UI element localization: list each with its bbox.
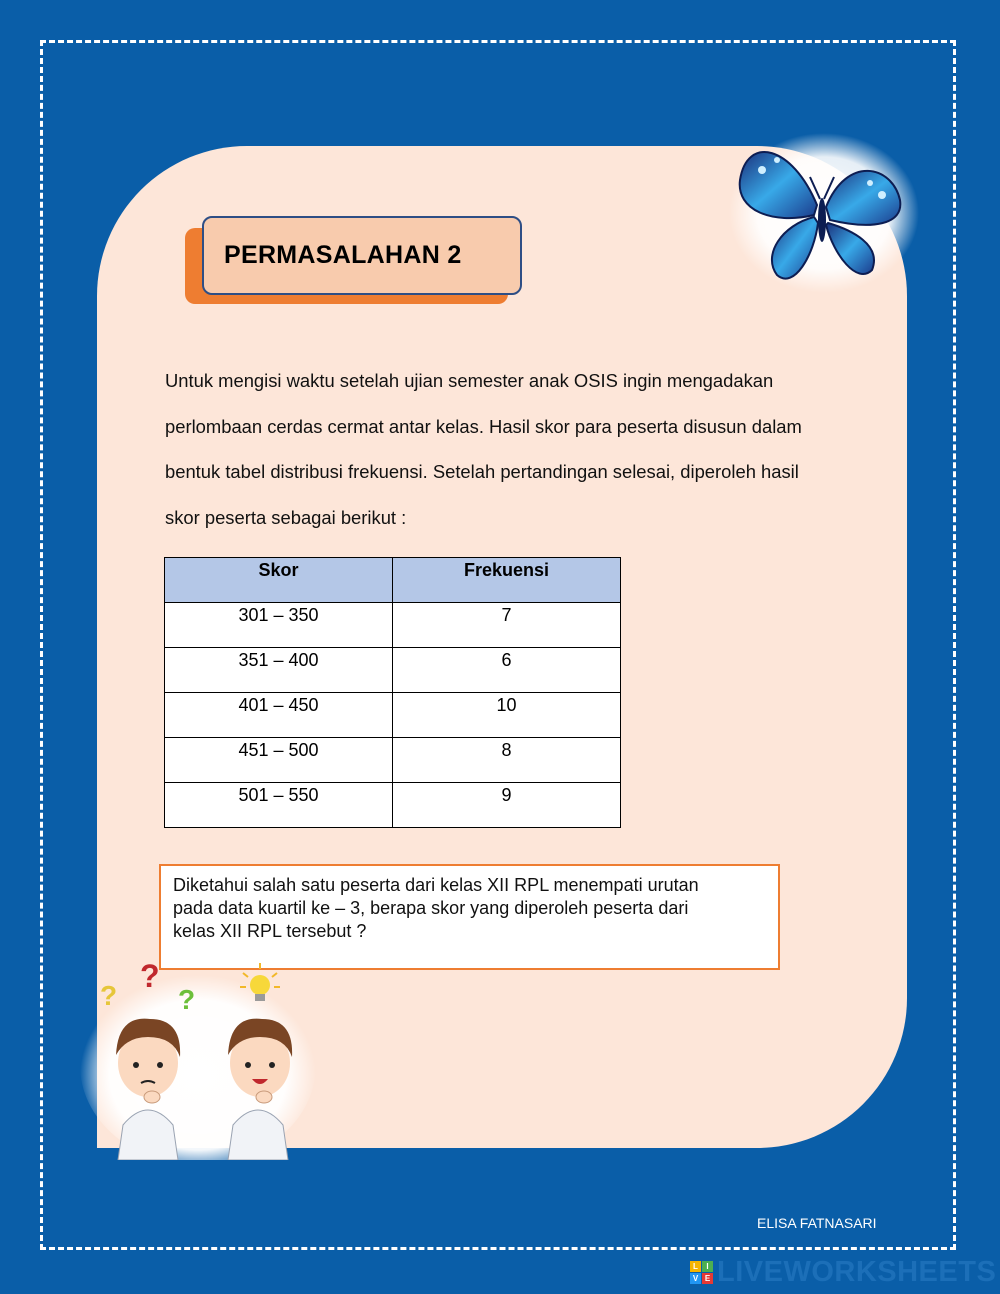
table-row [165,783,621,828]
paragraph-line: skor peserta sebagai berikut : [165,506,407,528]
cell-skor: 451 – 500 [165,738,393,783]
cell-frekuensi: 9 [393,783,621,828]
cell-frekuensi: 6 [393,648,621,693]
logo-text: LIVEWORKSHEETS [717,1256,997,1288]
question-mark-icon: ? [100,980,118,1011]
problem-paragraph [165,358,865,540]
frequency-table [164,557,621,828]
question-line: pada data kuartil ke – 3, berapa skor yang diperoleh peserta dari [173,898,689,918]
question-line: kelas XII RPL tersebut ? [173,921,367,941]
cell-skor: 501 – 550 [165,783,393,828]
liveworksheets-logo[interactable] [690,1256,996,1289]
title-box [202,216,522,295]
thinking-kids-image [78,945,318,1160]
logo-grid-icon: L I V E [690,1261,713,1284]
table-row [165,603,621,648]
butterfly-image [722,125,922,295]
cell-skor: 401 – 450 [165,693,393,738]
cell-frekuensi: 8 [393,738,621,783]
table-row [165,693,621,738]
paragraph-line: Untuk mengisi waktu setelah ujian semester anak OSIS ingin mengadakan [165,370,774,391]
question-line: Diketahui salah satu peserta dari kelas XII RPL menempati urutan [173,875,699,895]
cell-skor: 351 – 400 [165,648,393,693]
header-frekuensi: Frekuensi [393,558,621,603]
cell-frekuensi: 10 [393,693,621,738]
paragraph-line: perlombaan cerdas cermat antar kelas. Hasil skor para peserta disusun dalam [165,415,802,437]
table-row [165,738,621,783]
page-title: PERMASALAHAN 2 [224,241,462,269]
paragraph-line: bentuk tabel distribusi frekuensi. Setelah pertandingan selesai, diperoleh hasil [165,461,799,482]
question-mark-icon: ? [140,958,160,994]
author-name: ELISA FATNASARI [757,1215,877,1231]
header-skor: Skor [165,558,393,603]
cell-frekuensi: 7 [393,603,621,648]
table-row [165,648,621,693]
table-header-row [165,558,621,603]
cell-skor: 301 – 350 [165,603,393,648]
question-mark-icon: ? [178,984,196,1015]
